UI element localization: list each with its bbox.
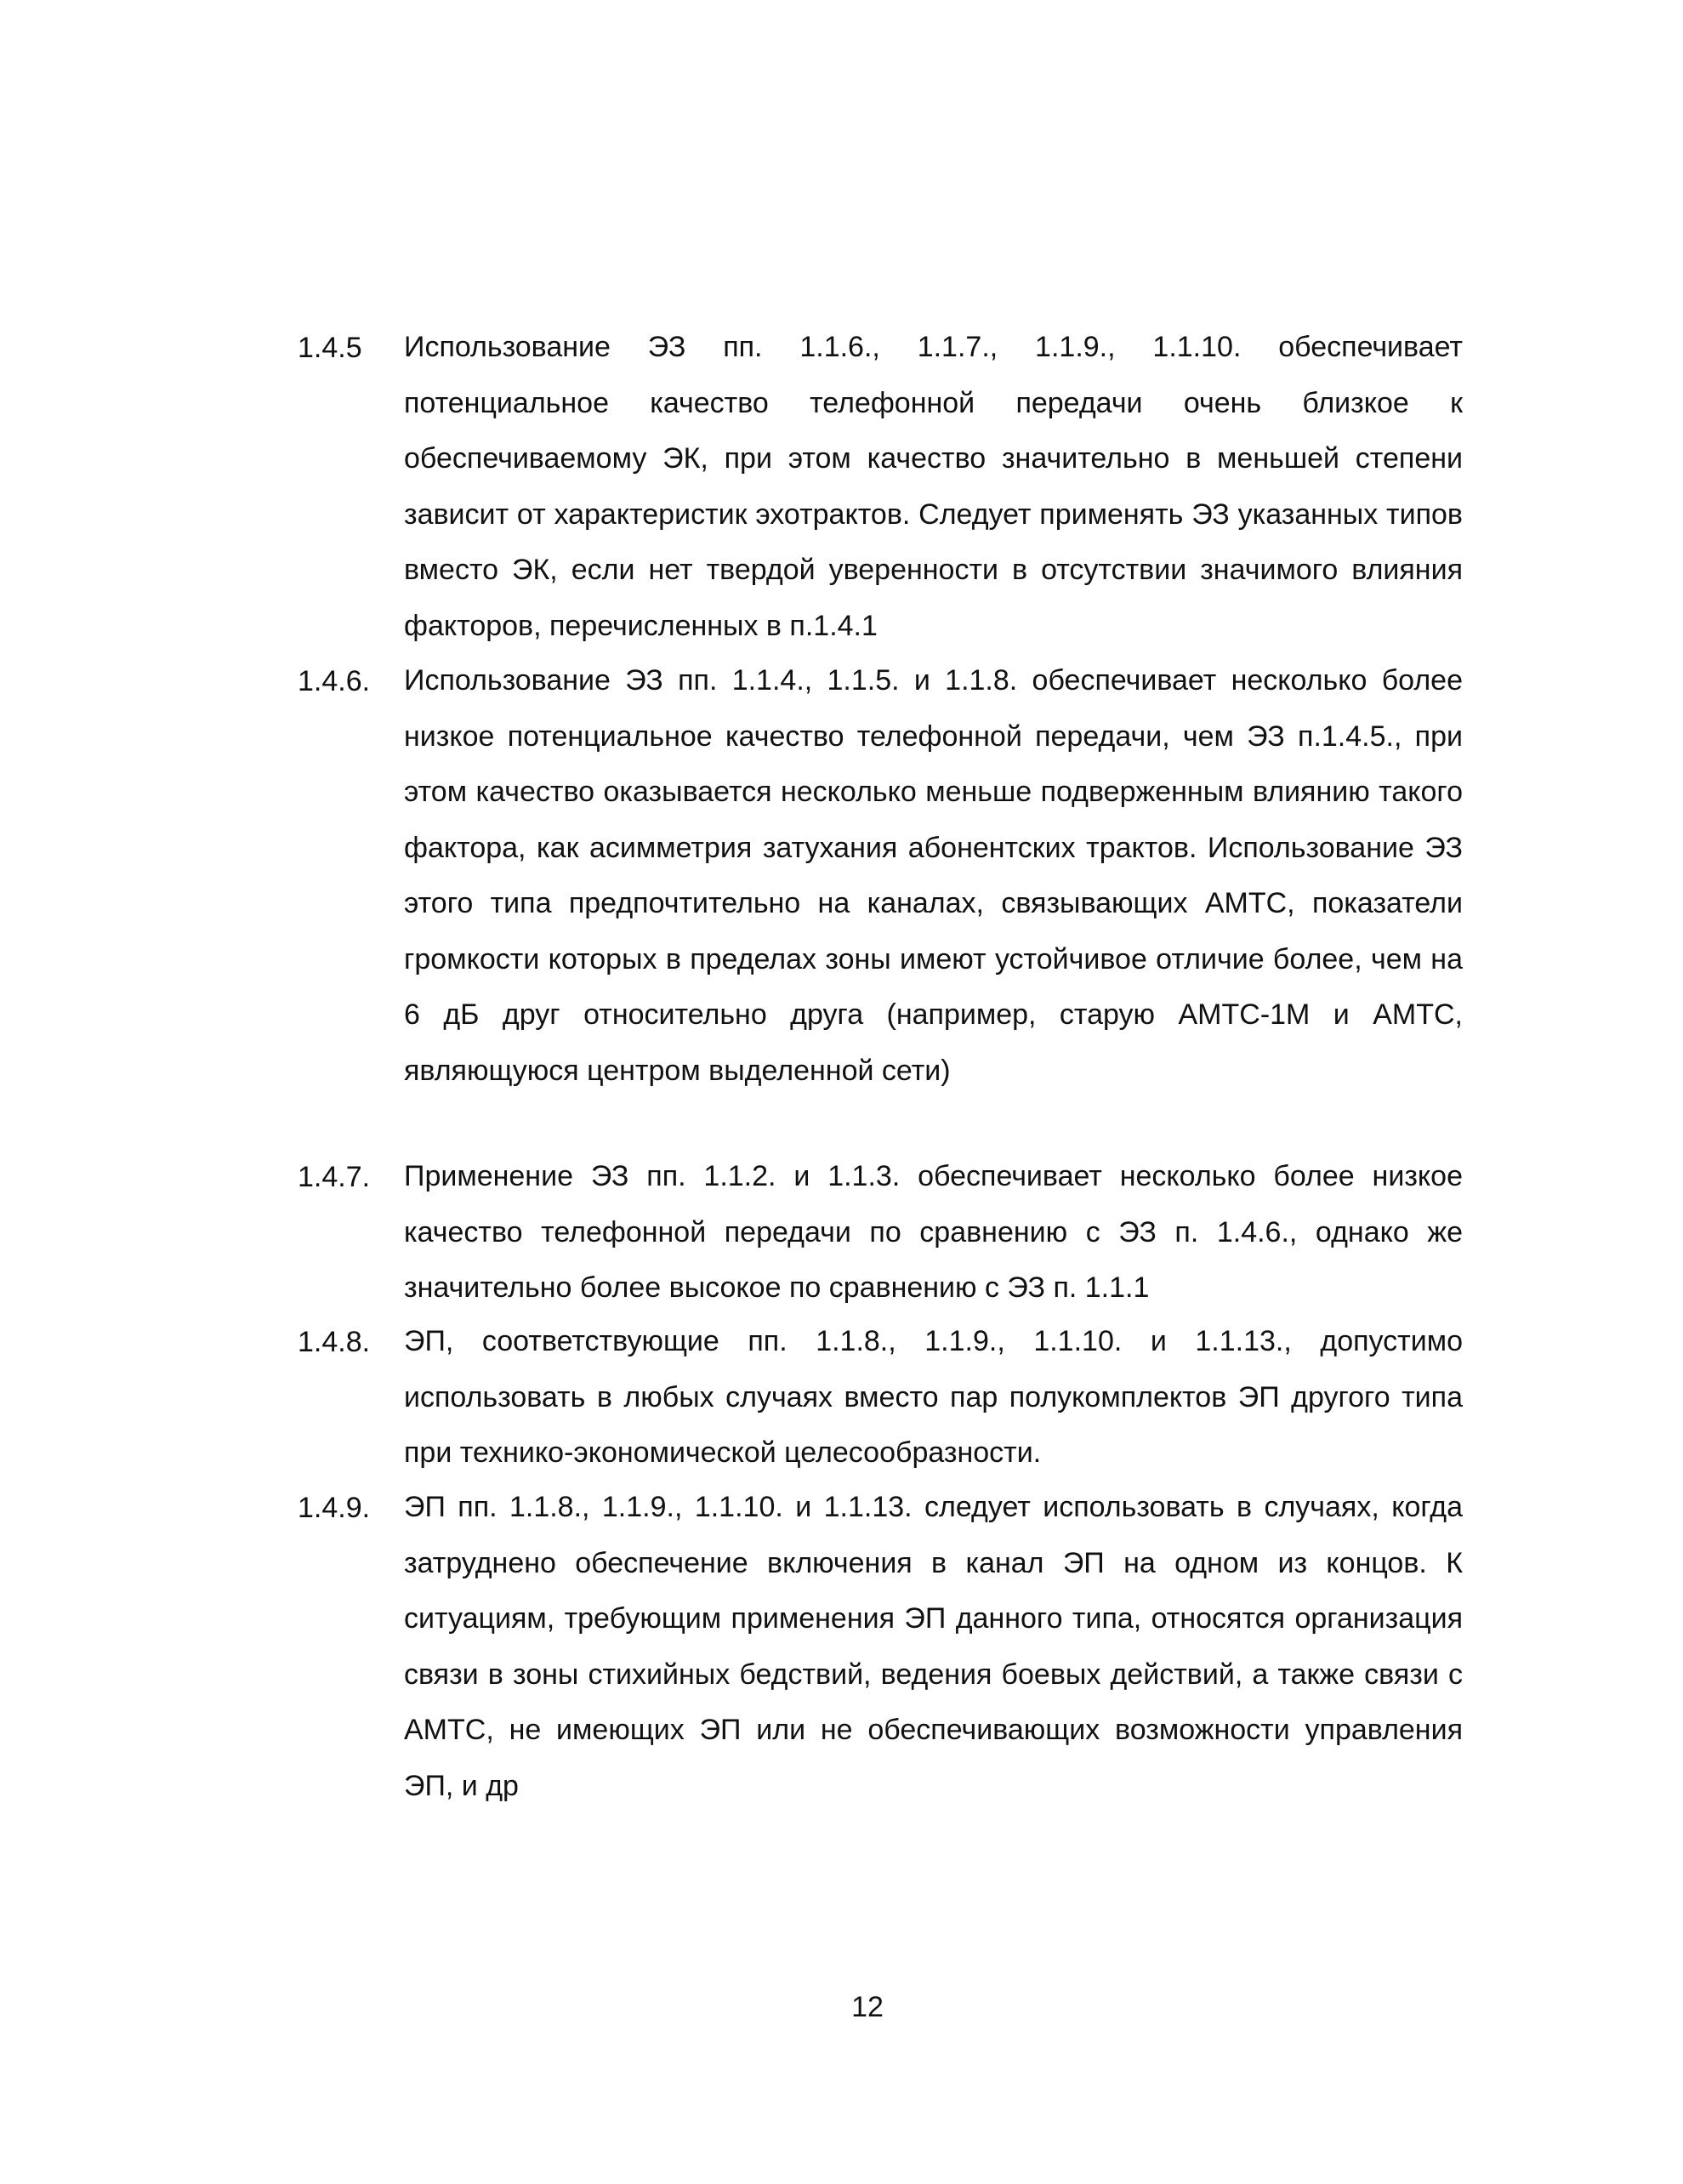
paragraph-number: 1.4.5 [298, 332, 362, 364]
paragraph-text: ЭП пп. 1.1.8., 1.1.9., 1.1.10. и 1.1.13. следует использовать в случаях, когда затруднено обеспечение включения в канал ЭП на одном из концов. К ситуациям, требующим применения ЭП данного типа, относятся организация связи в зоны стихийных бедствий, ведения боевых действий, а также связи с АМТС, не имеющих ЭП или не обеспечивающих возможности управления ЭП, и др [404, 1491, 1463, 1802]
page-number: 12 [851, 1991, 884, 2023]
paragraph-1-4-5 [298, 320, 1463, 654]
paragraph-number: 1.4.6. [298, 665, 371, 697]
paragraph-1-4-7 [298, 1149, 1463, 1317]
paragraph-text: ЭП, соответствующие пп. 1.1.8., 1.1.9., 1.1.10. и 1.1.13., допустимо использовать в любых случаях вместо пар полукомплектов ЭП другого типа при технико-экономической целесообразности. [404, 1325, 1463, 1469]
paragraph-number: 1.4.7. [298, 1161, 371, 1193]
paragraph-1-4-9 [298, 1480, 1463, 1814]
paragraph-text: Использование ЭЗ пп. 1.1.6., 1.1.7., 1.1.9., 1.1.10. обеспечивает потенциальное качество телефонной передачи очень близкое к обеспечиваемому ЭК, при этом качество значительно в меньшей степени зависит от характеристик эхотрактов. Следует применять ЭЗ указанных типов вместо ЭК, если нет твердой уверенности в отсутствии значимого влияния факторов, перечисленных в п.1.4.1 [404, 331, 1463, 642]
paragraph-text: Использование ЭЗ пп. 1.1.4., 1.1.5. и 1.1.8. обеспечивает несколько более низкое потенциальное качество телефонной передачи, чем ЭЗ п.1.4.5., при этом качество оказывается несколько меньше подверженным влиянию такого фактора, как асимметрия затухания абонентских трактов. Использование ЭЗ этого типа предпочтительно на каналах, связывающих АМТС, показатели громкости которых в пределах зоны имеют устойчивое отличие более, чем на 6 дБ друг относительно друга (например, старую АМТС-1М и АМТС, являющуюся центром выделенной сети) [404, 664, 1463, 1087]
paragraph-number: 1.4.9. [298, 1492, 371, 1524]
paragraph-text: Применение ЭЗ пп. 1.1.2. и 1.1.3. обеспечивает несколько более низкое качество телефонной передачи по сравнению с ЭЗ п. 1.4.6., однако же значительно более высокое по сравнению с ЭЗ п. 1.1.1 [404, 1160, 1463, 1304]
paragraph-1-4-6 [298, 653, 1463, 1099]
paragraph-1-4-8 [298, 1314, 1463, 1482]
paragraph-number: 1.4.8. [298, 1326, 371, 1358]
